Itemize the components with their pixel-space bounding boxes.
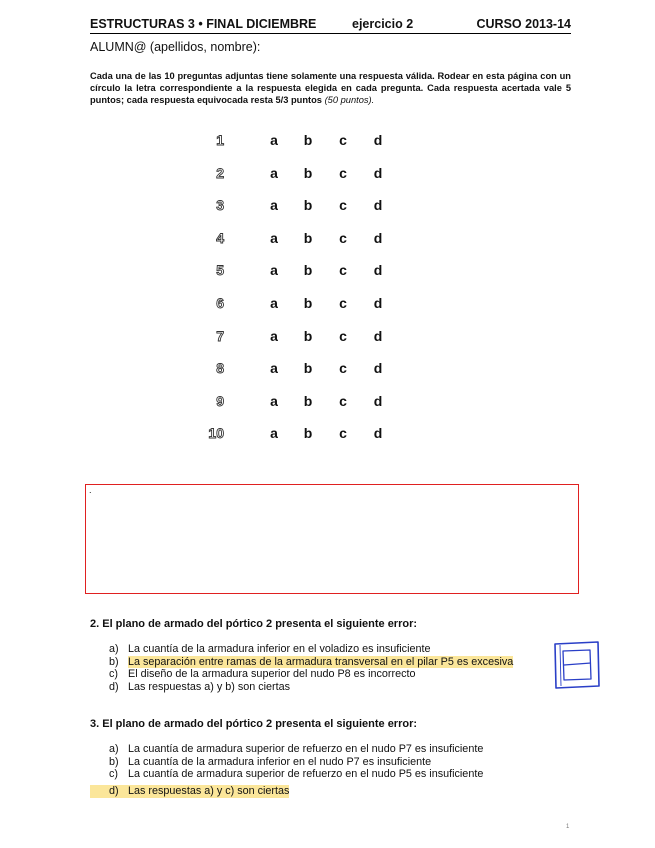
answer-option-c[interactable]: c: [339, 360, 347, 377]
page-header: [90, 17, 571, 34]
option-letter: a): [109, 743, 119, 755]
question-option: [90, 643, 570, 656]
answer-row: [200, 425, 400, 458]
answer-option-b[interactable]: b: [303, 392, 313, 409]
answer-option-d[interactable]: d: [373, 229, 383, 246]
question-option: [90, 681, 570, 694]
answer-option-d[interactable]: d: [373, 294, 383, 311]
question-title: 2. El plano de armado del pórtico 2 presenta el siguiente error:: [90, 618, 418, 630]
answer-option-b[interactable]: b: [303, 229, 313, 246]
answer-option-d[interactable]: d: [373, 392, 383, 409]
answer-option-b[interactable]: b: [303, 132, 313, 148]
answer-option-c[interactable]: c: [339, 425, 347, 442]
question-option-highlighted: [90, 656, 570, 669]
question-number: 2: [216, 164, 224, 181]
answer-option-b[interactable]: b: [303, 164, 313, 181]
answer-row: [200, 197, 400, 230]
answer-option-d[interactable]: d: [373, 262, 383, 279]
page-number: 1: [566, 824, 570, 830]
option-letter: c): [109, 768, 118, 781]
instructions-paragraph: [90, 70, 571, 106]
option-text: La cuantía de la armadura inferior en el voladizo es insuficiente: [128, 643, 431, 655]
question-number: 4: [216, 229, 224, 246]
answer-option-d[interactable]: d: [373, 132, 383, 148]
option-letter: d): [90, 785, 128, 798]
option-letter: a): [109, 643, 119, 655]
answer-option-b[interactable]: b: [303, 294, 313, 311]
instructions-points: (50 puntos).: [324, 95, 375, 105]
answer-row: [200, 230, 400, 263]
question-number: 6: [216, 294, 224, 311]
option-text: Las respuestas a) y c) son ciertas: [128, 785, 290, 798]
answer-box: [85, 484, 579, 594]
answer-option-a[interactable]: a: [270, 327, 278, 344]
question-option-highlighted: [90, 785, 289, 798]
option-letter: b): [109, 755, 119, 768]
answer-option-c[interactable]: c: [339, 229, 347, 246]
question-3: [90, 718, 570, 799]
option-text: La cuantía de armadura superior de refuerzo en el nudo P5 es insuficiente: [128, 768, 484, 781]
answer-option-b[interactable]: b: [303, 197, 313, 214]
answer-option-d[interactable]: d: [373, 197, 383, 214]
answer-option-d[interactable]: d: [373, 164, 383, 181]
answer-option-a[interactable]: a: [270, 229, 278, 246]
option-text: La cuantía de armadura superior de refuerzo en el nudo P7 es insuficiente: [128, 743, 484, 755]
answer-option-c[interactable]: c: [339, 164, 347, 181]
option-letter: c): [109, 668, 118, 681]
answer-option-c[interactable]: c: [339, 262, 347, 279]
answer-row: [200, 393, 400, 426]
question-number: 3: [216, 197, 224, 214]
answer-option-c[interactable]: c: [339, 132, 347, 148]
option-text: El diseño de la armadura superior del nudo P8 es incorrecto: [128, 668, 416, 681]
question-number: 10: [208, 425, 224, 442]
answer-row: [200, 165, 400, 198]
answer-option-a[interactable]: a: [270, 132, 278, 148]
question-number: 8: [216, 360, 224, 377]
question-number: 9: [216, 392, 224, 409]
header-course: CURSO 2013-14: [476, 17, 571, 31]
option-text: La cuantía de la armadura inferior en el nudo P7 es insuficiente: [128, 755, 432, 768]
answer-option-a[interactable]: a: [270, 360, 278, 377]
answer-row: [200, 295, 400, 328]
hand-drawn-sketch-icon: [551, 639, 603, 691]
answer-option-b[interactable]: b: [303, 425, 313, 442]
answer-option-c[interactable]: c: [339, 197, 347, 214]
answer-option-d[interactable]: d: [373, 360, 383, 377]
answer-option-b[interactable]: b: [303, 327, 313, 344]
student-name-label: ALUMN@ (apellidos, nombre):: [90, 40, 261, 54]
option-letter: b): [109, 655, 119, 668]
instructions-text: Cada una de las 10 preguntas adjuntas tiene solamente una respuesta válida. Rodear en esta página con un círculo la letra correspondiente a la respuesta elegida en cada pregunta. Cada respuesta acertada vale 5 puntos; cada respuesta equivocada resta 5/3 puntos: [90, 71, 571, 105]
header-title: ESTRUCTURAS 3 • FINAL DICIEMBRE: [90, 17, 317, 31]
answer-option-c[interactable]: c: [339, 294, 347, 311]
answer-row: [200, 132, 400, 165]
answer-option-a[interactable]: a: [270, 262, 278, 279]
question-option: [90, 668, 570, 681]
answer-row: [200, 262, 400, 295]
question-number: 1: [216, 132, 224, 148]
answer-grid: [200, 132, 400, 458]
answer-option-a[interactable]: a: [270, 164, 278, 181]
answer-box-mark: .: [89, 485, 92, 495]
question-title: 3. El plano de armado del pórtico 2 presenta el siguiente error:: [90, 718, 418, 730]
answer-option-a[interactable]: a: [270, 294, 278, 311]
question-number: 5: [216, 262, 224, 279]
answer-option-d[interactable]: d: [373, 327, 383, 344]
answer-option-b[interactable]: b: [303, 262, 313, 279]
option-text: Las respuestas a) y b) son ciertas: [128, 681, 291, 694]
question-2: [90, 618, 570, 694]
answer-option-c[interactable]: c: [339, 392, 347, 409]
option-letter: d): [109, 681, 119, 694]
answer-option-d[interactable]: d: [373, 425, 383, 442]
answer-row: [200, 328, 400, 361]
question-option: [90, 743, 570, 756]
header-exercise: ejercicio 2: [352, 17, 414, 31]
question-option: [90, 756, 570, 769]
answer-option-c[interactable]: c: [339, 327, 347, 344]
answer-option-a[interactable]: a: [270, 425, 278, 442]
option-text: La separación entre ramas de la armadura transversal en el pilar P5 es excesiva: [128, 655, 514, 668]
answer-option-b[interactable]: b: [303, 360, 313, 377]
answer-option-a[interactable]: a: [270, 197, 278, 214]
question-option: [90, 768, 570, 781]
question-number: 7: [216, 327, 224, 344]
answer-row: [200, 360, 400, 393]
answer-option-a[interactable]: a: [270, 392, 278, 409]
